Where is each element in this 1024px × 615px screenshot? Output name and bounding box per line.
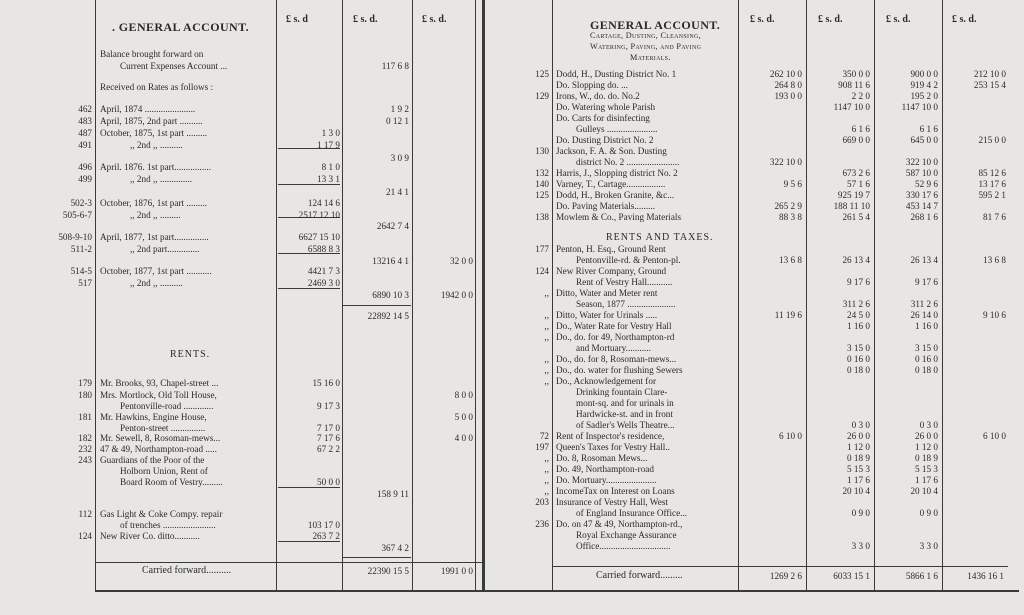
amount-col-b: 3 3 0 [851,541,870,551]
entry-description: Do., do. for 8, Rosoman-mews... [556,354,677,364]
ref-number: 125 [535,69,549,79]
amount-col-c: 0 9 0 [919,508,938,518]
amount-col-a: 50 0 0 [317,477,340,487]
amount-col-b: 0 9 0 [851,508,870,518]
amount-col-c: 919 4 2 [910,80,938,90]
right-carried-forward-a: 1269 2 6 [769,571,802,581]
amount-col-c: 311 2 6 [910,299,938,309]
entry-description: ,, 2nd ,, .............. [130,174,193,184]
amount-col-b: 158 9 11 [377,489,409,499]
ref-number: 140 [535,179,549,189]
amount-col-c: 26 0 0 [915,431,938,441]
right-subtitle-line-3: Materials. [630,53,671,62]
amount-col-c: 587 10 0 [905,168,938,178]
ref-number: 130 [535,146,549,156]
amount-col-c: 268 1 6 [910,212,938,222]
entry-description: April. 1876. 1st part................ [100,162,212,172]
ref-number: 491 [78,140,92,150]
entry-description: Do., Water Rate for Vestry Hall [556,321,672,331]
entry-description: Rent of Inspector's residence, [556,431,665,441]
amount-col-a: 4421 7 3 [307,266,340,276]
amount-col-c: 32 0 0 [450,256,473,266]
amount-col-b: 188 11 10 [833,201,870,211]
left-section-rents: RENTS. [170,349,211,360]
entry-description: Mrs. Mortlock, Old Toll House, [100,390,217,400]
left-carried-forward-b: 22390 15 5 [367,566,409,576]
entry-description: Dodd, H., Broken Granite, &c... [556,190,675,200]
rule-bottom-border [95,590,1019,592]
rule-right-col-c [874,0,875,590]
amount-col-a: 1 17 9 [317,140,340,150]
rule-left-margin [95,0,96,590]
amount-col-c: 20 10 4 [910,486,938,496]
rule-left-footer [95,562,482,563]
left-carried-forward-label: Carried forward.......... [142,565,232,576]
amount-col-a: 6588 8 3 [307,244,340,254]
rule-right-margin [552,0,553,590]
ref-number: 138 [535,212,549,222]
amount-col-b: 261 5 4 [842,212,870,222]
entry-description: Do. Watering whole Parish [556,102,656,112]
entry-description: Do. Mortuary...................... [556,475,657,485]
ref-number: 502-3 [70,198,92,208]
ref-number: 72 [539,431,549,441]
right-subtitle-line-2: Watering, Paving, and Paving [590,42,702,51]
entry-description: Do. on 47 & 49, Northampton-rd., [556,519,683,529]
entry-description: Ditto, Water for Urinals ..... [556,310,658,320]
amount-col-c: 0 18 9 [915,453,938,463]
entry-description: Harris, J., Slopping district No. 2 [556,168,678,178]
entry-description: Queen's Taxes for Vestry Hall.. [556,442,670,452]
amount-col-b: 0 16 0 [847,354,870,364]
right-title: GENERAL ACCOUNT. [590,18,721,32]
amount-col-b: 1 17 6 [847,475,870,485]
amount-col-c: 3 15 0 [915,343,938,353]
amount-col-b: 3 0 9 [390,153,409,163]
amount-col-c: 195 2 0 [910,91,938,101]
entry-description: Do., do. for 49, Northampton-rd [556,332,675,342]
amount-col-b: 57 1 6 [847,179,870,189]
amount-col-c: 1942 0 0 [440,290,473,300]
amount-col-b: 2642 7 4 [376,221,409,231]
rule-right-col-a [738,0,739,590]
amount-col-d: 81 7 6 [983,212,1006,222]
entry-description: district No. 2 ....................... [576,157,680,167]
entry-description: Holborn Union, Rent of [120,466,208,476]
entry-description: Guardians of the Poor of the [100,455,205,465]
ref-number: 232 [78,444,92,454]
amount-col-c: 5 15 3 [915,464,938,474]
ref-number: 112 [78,509,92,519]
sum-line [343,557,411,558]
amount-col-c: 26 14 0 [910,310,938,320]
amount-col-b: 0 12 1 [386,116,409,126]
amount-col-c: 322 10 0 [905,157,938,167]
ref-number: 179 [78,378,92,388]
rule-right-footer [552,566,1008,567]
entry-description: October, 1875, 1st part ......... [100,128,208,138]
entry-description: New River Co. ditto........... [100,531,200,541]
ref-number: 236 [535,519,549,529]
entry-description: October, 1877, 1st part ........... [100,266,212,276]
entry-description: Gas Light & Coke Compy. repair [100,509,223,519]
amount-col-a: 263 7 2 [312,531,340,541]
entry-description: April, 1877, 1st part............... [100,232,209,242]
right-section-rents-taxes: RENTS AND TAXES. [606,232,714,243]
amount-col-c: 6 1 6 [919,124,938,134]
ref-number: 487 [78,128,92,138]
ref-number: 483 [78,116,92,126]
entry-description: Office............................... [576,541,671,551]
entry-description: April, 1875, 2nd part .......... [100,116,203,126]
amount-col-d: 13 6 8 [983,255,1006,265]
amount-col-b: 26 13 4 [842,255,870,265]
entry-description: Dodd, H., Dusting District No. 1 [556,69,677,79]
amount-col-c: 453 14 7 [905,201,938,211]
entry-description: Pentonville-rd. & Penton-pl. [576,255,681,265]
amount-col-a: 7 17 6 [317,433,340,443]
amount-col-a: 8 1 0 [321,162,340,172]
amount-col-b: 21 4 1 [386,187,409,197]
amount-col-b: 6890 10 3 [372,290,409,300]
entry-description: Penton-street ............... [120,423,206,433]
amount-col-a: 88 3 8 [779,212,802,222]
entry-description: of Sadler's Wells Theatre... [576,420,675,430]
amount-col-b: 26 0 0 [847,431,870,441]
amount-col-a: 2517 12 10 [298,210,340,220]
entry-description: Penton, H. Esq., Ground Rent [556,244,666,254]
entry-description: Drinking fountain Clare- [576,387,668,397]
amount-col-a: 13 6 8 [779,255,802,265]
amount-col-c: 1147 10 0 [901,102,938,112]
entry-description: Do. Carts for disinfecting [556,113,650,123]
entry-description: of trenches ....................... [120,520,216,530]
ref-number: ,, [544,321,549,331]
right-carried-forward-b: 6033 15 1 [833,571,870,581]
amount-col-b: 0 3 0 [851,420,870,430]
sum-line [278,288,340,289]
rule-right-col-b [806,0,807,590]
ref-number: ,, [544,453,549,463]
ref-number: ,, [544,365,549,375]
amount-col-b: 925 19 7 [837,190,870,200]
entry-description: Rent of Vestry Hall........... [576,277,673,287]
amount-col-b: 367 4 2 [381,543,409,553]
amount-col-c: 0 3 0 [919,420,938,430]
entry-description: New River Company, Ground [556,266,667,276]
entry-description: ,, 2nd ,, .......... [130,278,183,288]
amount-col-a: 265 2 9 [774,201,802,211]
entry-description: Do. 49, Northampton-road [556,464,654,474]
amount-col-a: 1 3 0 [321,128,340,138]
amount-col-d: 212 10 0 [973,69,1006,79]
sum-line [278,541,340,542]
amount-col-c: 9 17 6 [915,277,938,287]
amount-col-a: 13 3 1 [317,174,340,184]
amount-col-c: 1 16 0 [915,321,938,331]
ref-number: ,, [544,464,549,474]
rule-center-gutter [482,0,485,590]
amount-col-b: 117 6 8 [381,61,409,71]
left-col-header-a: £ s. d [286,14,308,25]
entry-description: ,, 2nd ,, ......... [130,210,181,220]
right-col-header-b: £ s. d. [818,14,843,25]
amount-col-b: 0 18 0 [847,365,870,375]
ref-number: 182 [78,433,92,443]
ref-number: ,, [544,354,549,364]
amount-col-c: 8 0 0 [454,390,473,400]
sum-line [278,184,340,185]
entry-description: April, 1874 ...................... [100,104,196,114]
entry-description: October, 1876, 1st part ......... [100,198,208,208]
right-col-header-c: £ s. d. [886,14,911,25]
amount-col-b: 24 5 0 [847,310,870,320]
amount-col-a: 103 17 0 [307,520,340,530]
amount-col-b: 669 0 0 [842,135,870,145]
sum-line [343,305,411,306]
amount-col-d: 253 15 4 [973,80,1006,90]
amount-col-b: 1 9 2 [390,104,409,114]
amount-col-c: 3 3 0 [919,541,938,551]
entry-description: ,, 2nd ,, .......... [130,140,183,150]
amount-col-b: 2 2 0 [851,91,870,101]
left-carried-forward-c: 1991 0 0 [440,566,473,576]
amount-col-a: 7 17 0 [317,423,340,433]
amount-col-c: 26 13 4 [910,255,938,265]
ref-number: 517 [78,278,92,288]
ref-number: 496 [78,162,92,172]
entry-description: IncomeTax on Interest on Loans [556,486,675,496]
left-col-header-b: £ s. d. [353,14,378,25]
entry-description: Balance brought forward on [100,49,204,59]
ref-number: 197 [535,442,549,452]
amount-col-c: 645 0 0 [910,135,938,145]
amount-col-a: 15 16 0 [312,378,340,388]
amount-col-b: 22892 14 5 [367,311,409,321]
ref-number: 508-9-10 [58,232,92,242]
amount-col-c: 1 17 6 [915,475,938,485]
amount-col-a: 6627 15 10 [298,232,340,242]
ref-number: 125 [535,190,549,200]
amount-col-b: 20 10 4 [842,486,870,496]
amount-col-b: 350 0 0 [842,69,870,79]
sum-line [278,487,340,488]
entry-description: Varney, T., Cartage................. [556,179,666,189]
amount-col-a: 262 10 0 [769,69,802,79]
entry-description: ,, 2nd part.............. [130,244,200,254]
ref-number: 505-6-7 [62,210,92,220]
entry-description: of England Insurance Office... [576,508,688,518]
ref-number: 124 [535,266,549,276]
amount-col-c: 4 0 0 [454,433,473,443]
amount-col-a: 264 8 0 [774,80,802,90]
entry-description: mont-sq. and for urinals in [576,398,674,408]
left-title: . GENERAL ACCOUNT. [112,20,249,34]
entry-description: Current Expenses Account ... [120,61,228,71]
right-carried-forward-c: 5866 1 6 [905,571,938,581]
rule-left-col-d [475,0,476,590]
amount-col-b: 673 2 6 [842,168,870,178]
amount-col-a: 2469 3 0 [307,278,340,288]
right-col-header-d: £ s. d. [952,14,977,25]
amount-col-c: 330 17 6 [905,190,938,200]
right-subtitle-line-1: Cartage, Dusting, Cleansing, [590,31,701,40]
entry-description: Do. 8, Rosoman Mews... [556,453,648,463]
entry-description: Do., Acknowledgement for [556,376,657,386]
entry-description: Ditto, Water and Meter rent [556,288,658,298]
amount-col-c: 52 9 6 [915,179,938,189]
entry-description: and Mortuary........... [576,343,651,353]
rule-left-col-a [276,0,277,590]
ref-number: 181 [78,412,92,422]
entry-description: Royal Exchange Assurance [576,530,677,540]
entry-description: Mr. Brooks, 93, Chapel-street ... [100,378,219,388]
entry-description: Mowlem & Co., Paving Materials [556,212,682,222]
entry-description: Insurance of Vestry Hall, West [556,497,668,507]
entry-description: Mr. Sewell, 8, Rosoman-mews... [100,433,221,443]
ref-number: 203 [535,497,549,507]
ref-number: 129 [535,91,549,101]
ref-number: 499 [78,174,92,184]
entry-description: Do. Dusting District No. 2 [556,135,654,145]
amount-col-c: 5 0 0 [454,412,473,422]
ref-number: 124 [78,531,92,541]
amount-col-a: 9 17 3 [317,401,340,411]
ref-number: 511-2 [70,244,92,254]
left-col-header-c: £ s. d. [422,14,447,25]
amount-col-a: 11 19 6 [774,310,802,320]
entry-description: Do., do. water for flushing Sewers [556,365,683,375]
entry-description: Do. Paving Materials......... [556,201,656,211]
ref-number: 180 [78,390,92,400]
right-carried-forward-label: Carried forward......... [596,570,683,581]
ref-number: 132 [535,168,549,178]
amount-col-b: 6 1 6 [851,124,870,134]
amount-col-b: 13216 4 1 [372,256,409,266]
amount-col-d: 6 10 0 [983,431,1006,441]
amount-col-b: 908 11 6 [838,80,870,90]
entry-description: Jackson, F. A. & Son. Dusting [556,146,667,156]
amount-col-c: 900 0 0 [910,69,938,79]
amount-col-c: 0 16 0 [915,354,938,364]
amount-col-d: 9 10 6 [983,310,1006,320]
entry-description: 47 & 49, Northampton-road ..... [100,444,217,454]
ref-number: ,, [544,486,549,496]
amount-col-b: 5 15 3 [847,464,870,474]
ref-number: 514-5 [70,266,92,276]
amount-col-a: 9 5 6 [783,179,802,189]
ref-number: 177 [535,244,549,254]
amount-col-b: 1147 10 0 [833,102,870,112]
amount-col-c: 1 12 0 [915,442,938,452]
amount-col-a: 67 2 2 [317,444,340,454]
amount-col-b: 1 16 0 [847,321,870,331]
amount-col-b: 3 15 0 [847,343,870,353]
amount-col-b: 9 17 6 [847,277,870,287]
amount-col-d: 215 0 0 [978,135,1006,145]
amount-col-b: 1 12 0 [847,442,870,452]
rule-right-col-d [942,0,943,590]
right-carried-forward-d: 1436 16 1 [967,571,1004,581]
amount-col-a: 6 10 0 [779,431,802,441]
entry-description: Pentonville-road ............. [120,401,214,411]
entry-description: Season, 1877 ..................... [576,299,676,309]
entry-description: Received on Rates as follows : [100,82,214,92]
entry-description: Gulleys ...................... [576,124,658,134]
ref-number: ,, [544,376,549,386]
ref-number: 462 [78,104,92,114]
amount-col-c: 0 18 0 [915,365,938,375]
amount-col-a: 193 0 0 [774,91,802,101]
entry-description: Mr. Hawkins, Engine House, [100,412,207,422]
ref-number: ,, [544,332,549,342]
amount-col-d: 13 17 6 [978,179,1006,189]
right-col-header-a: £ s. d. [750,14,775,25]
entry-description: Do. Slopping do. ... [556,80,628,90]
ref-number: ,, [544,310,549,320]
entry-description: Hardwicke-st. and in front [576,409,673,419]
amount-col-a: 124 14 6 [307,198,340,208]
amount-col-a: 322 10 0 [769,157,802,167]
amount-col-b: 0 18 9 [847,453,870,463]
ref-number: ,, [544,288,549,298]
amount-col-d: 85 12 6 [978,168,1006,178]
ref-number: ,, [544,475,549,485]
amount-col-b: 311 2 6 [842,299,870,309]
entry-description: Board Room of Vestry......... [120,477,223,487]
amount-col-d: 595 2 1 [978,190,1006,200]
entry-description: Irons, W., do. do. No.2 [556,91,640,101]
ref-number: 243 [78,455,92,465]
